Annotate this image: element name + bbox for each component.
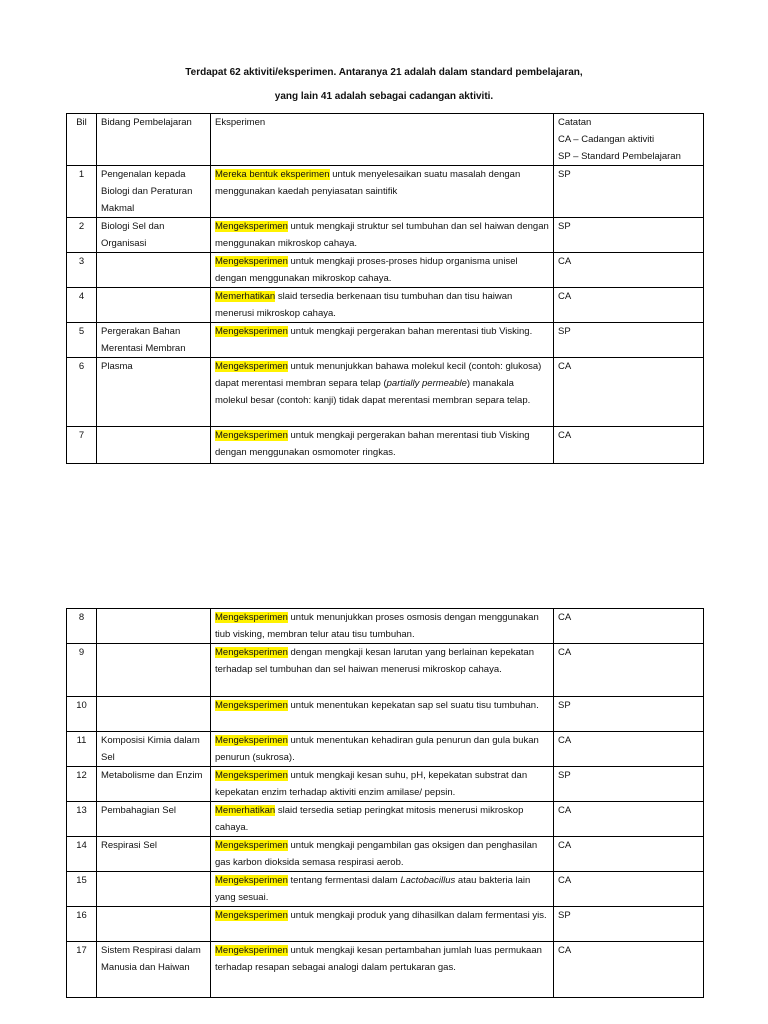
cell-bidang — [97, 644, 211, 697]
cell-bidang — [97, 253, 211, 288]
cell-bidang: Respirasi Sel — [97, 837, 211, 872]
cell-bil: 14 — [67, 837, 97, 872]
cell-eksperimen — [211, 732, 554, 767]
cell-bil: 8 — [67, 609, 97, 644]
cell-catatan: CA — [554, 253, 704, 288]
cell-catatan: CA — [554, 802, 704, 837]
eksperimen-text: untuk menentukan kepekatan sap sel suatu tisu tumbuhan. — [287, 700, 539, 711]
eksperimen-text: untuk menunjukkan proses osmosis dengan menggunakan tiub visking, membran telur atau tisu tumbuhan. — [215, 612, 539, 640]
table-row — [67, 907, 704, 942]
eksperimen-text: untuk mengkaji pergerakan bahan merentasi tiub Visking. — [287, 326, 533, 337]
cell-eksperimen — [211, 218, 554, 253]
italic-term: Lactobacillus — [400, 875, 456, 886]
cell-bil: 6 — [67, 358, 97, 427]
header-eksperimen: Eksperimen — [211, 114, 554, 166]
cell-catatan: CA — [554, 358, 704, 427]
eksperimen-text: slaid tersedia setiap peringkat mitosis menerusi mikroskop cahaya. — [215, 805, 524, 833]
eksperimen-text-cont: atau bakteria lain yang sesuai. — [215, 875, 531, 903]
eksperimen-text: untuk mengkaji pengambilan gas oksigen dan penghasilan gas karbon dioksida semasa respirasi aerob. — [215, 840, 538, 868]
cell-bil: 9 — [67, 644, 97, 697]
cell-eksperimen — [211, 697, 554, 732]
highlighted-verb: Mengeksperimen — [215, 875, 288, 886]
eksperimen-text: untuk mengkaji proses-proses hidup organisma unisel dengan menggunakan mikroskop cahaya. — [215, 256, 518, 284]
cell-eksperimen — [211, 609, 554, 644]
cell-bil: 7 — [67, 427, 97, 464]
header-catatan-title: Catatan — [558, 117, 592, 128]
cell-eksperimen — [211, 907, 554, 942]
cell-bidang — [97, 427, 211, 464]
highlighted-verb: Mengeksperimen — [215, 256, 288, 267]
header-catatan — [554, 114, 704, 166]
cell-bidang — [97, 697, 211, 732]
highlighted-verb: Mereka bentuk eksperimen — [215, 169, 330, 180]
highlighted-verb: Mengeksperimen — [215, 945, 288, 956]
cell-catatan: CA — [554, 942, 704, 998]
eksperimen-text: untuk menyelesaikan suatu masalah dengan menggunakan kaedah penyiasatan saintifik — [215, 169, 521, 197]
cell-bil: 17 — [67, 942, 97, 998]
cell-bil: 5 — [67, 323, 97, 358]
cell-bidang: Sistem Respirasi dalam Manusia dan Haiwan — [97, 942, 211, 998]
cell-bidang: Plasma — [97, 358, 211, 427]
cell-bil: 10 — [67, 697, 97, 732]
highlighted-verb: Mengeksperimen — [215, 840, 288, 851]
cell-bidang — [97, 288, 211, 323]
cell-catatan: SP — [554, 697, 704, 732]
cell-catatan: CA — [554, 732, 704, 767]
cell-catatan: SP — [554, 166, 704, 218]
cell-catatan: CA — [554, 427, 704, 464]
eksperimen-text: untuk mengkaji kesan suhu, pH, kepekatan substrat dan kepekatan enzim terhadap aktiviti enzim amilase/ pepsin. — [215, 770, 528, 798]
header-catatan-sp: SP – Standard Pembelajaran — [558, 151, 681, 162]
cell-bidang — [97, 872, 211, 907]
eksperimen-text: slaid tersedia berkenaan tisu tumbuhan dan tisu haiwan menerusi mikroskop cahaya. — [215, 291, 513, 319]
highlighted-verb: Mengeksperimen — [215, 326, 288, 337]
page-title-line-2: yang lain 41 adalah sebagai cadangan aktiviti. — [274, 91, 494, 102]
cell-catatan: CA — [554, 837, 704, 872]
table-row — [67, 609, 704, 644]
cell-bidang — [97, 609, 211, 644]
highlighted-verb: Memerhatikan — [215, 805, 276, 816]
eksperimen-text: untuk menentukan kehadiran gula penurun dan gula bukan penurun (sukrosa). — [215, 735, 539, 763]
cell-bil: 16 — [67, 907, 97, 942]
cell-eksperimen — [211, 872, 554, 907]
table-row — [67, 323, 704, 358]
table-row — [67, 644, 704, 697]
activity-table-1 — [66, 113, 704, 464]
cell-bil: 3 — [67, 253, 97, 288]
cell-bidang — [97, 907, 211, 942]
cell-eksperimen — [211, 253, 554, 288]
cell-catatan: CA — [554, 872, 704, 907]
highlighted-verb: Mengeksperimen — [215, 647, 288, 658]
cell-catatan: CA — [554, 644, 704, 697]
header-bil: Bil — [67, 114, 97, 166]
cell-bil: 12 — [67, 767, 97, 802]
eksperimen-text: untuk mengkaji kesan pertambahan jumlah luas permukaan terhadap resapan sebagai analogi dalam pertukaran gas. — [215, 945, 542, 973]
header-bidang: Bidang Pembelajaran — [97, 114, 211, 166]
highlighted-verb: Mengeksperimen — [215, 430, 288, 441]
eksperimen-text: dengan mengkaji kesan larutan yang berlainan kepekatan terhadap sel tumbuhan dan sel haiwan menerusi mikroskop cahaya. — [215, 647, 534, 675]
activity-table-2 — [66, 608, 704, 998]
cell-bidang: Biologi Sel dan Organisasi — [97, 218, 211, 253]
highlighted-verb: Mengeksperimen — [215, 770, 288, 781]
cell-eksperimen — [211, 942, 554, 998]
table-row — [67, 767, 704, 802]
cell-bil: 11 — [67, 732, 97, 767]
cell-eksperimen — [211, 288, 554, 323]
eksperimen-text: tentang fermentasi dalam — [287, 875, 401, 886]
cell-catatan: CA — [554, 288, 704, 323]
eksperimen-text: untuk mengkaji struktur sel tumbuhan dan sel haiwan dengan menggunakan mikroskop cahaya. — [215, 221, 549, 249]
table-row — [67, 942, 704, 998]
table-row — [67, 697, 704, 732]
cell-eksperimen — [211, 767, 554, 802]
cell-bidang: Pergerakan Bahan Merentasi Membran — [97, 323, 211, 358]
highlighted-verb: Mengeksperimen — [215, 612, 288, 623]
eksperimen-text: untuk mengkaji pergerakan bahan merentasi tiub Visking dengan menggunakan osmomoter ringkas. — [215, 430, 530, 458]
highlighted-verb: Mengeksperimen — [215, 735, 288, 746]
cell-catatan: SP — [554, 767, 704, 802]
highlighted-verb: Memerhatikan — [215, 291, 276, 302]
table-row — [67, 253, 704, 288]
cell-eksperimen — [211, 644, 554, 697]
table-row — [67, 218, 704, 253]
table-header-row — [67, 114, 704, 166]
highlighted-verb: Mengeksperimen — [215, 361, 288, 372]
cell-bidang: Metabolisme dan Enzim — [97, 767, 211, 802]
eksperimen-text: untuk menunjukkan bahawa molekul kecil (contoh: glukosa) dapat merentasi membran separa telap ( — [215, 361, 542, 389]
italic-term: partially permeable — [386, 378, 467, 389]
table-row — [67, 802, 704, 837]
cell-eksperimen — [211, 802, 554, 837]
cell-catatan: SP — [554, 218, 704, 253]
cell-eksperimen — [211, 358, 554, 427]
cell-eksperimen — [211, 166, 554, 218]
cell-catatan: SP — [554, 323, 704, 358]
highlighted-verb: Mengeksperimen — [215, 700, 288, 711]
cell-bil: 2 — [67, 218, 97, 253]
eksperimen-text-cont: ) manakala molekul besar (contoh: kanji) tidak dapat merentasi membran separa telap. — [215, 378, 531, 406]
table-row — [67, 837, 704, 872]
cell-bil: 4 — [67, 288, 97, 323]
cell-catatan: CA — [554, 609, 704, 644]
highlighted-verb: Mengeksperimen — [215, 221, 288, 232]
table-row — [67, 732, 704, 767]
highlighted-verb: Mengeksperimen — [215, 910, 288, 921]
cell-eksperimen — [211, 323, 554, 358]
table-row — [67, 166, 704, 218]
table-row — [67, 358, 704, 427]
cell-bil: 1 — [67, 166, 97, 218]
cell-bidang: Pengenalan kepada Biologi dan Peraturan Makmal — [97, 166, 211, 218]
cell-eksperimen — [211, 427, 554, 464]
page-title-line-1: Terdapat 62 aktiviti/eksperimen. Antaranya 21 adalah dalam standard pembelajaran, — [185, 67, 583, 78]
cell-bil: 15 — [67, 872, 97, 907]
cell-bidang: Pembahagian Sel — [97, 802, 211, 837]
cell-bil: 13 — [67, 802, 97, 837]
cell-catatan: SP — [554, 907, 704, 942]
table-row — [67, 427, 704, 464]
table-row — [67, 288, 704, 323]
eksperimen-text: untuk mengkaji produk yang dihasilkan dalam fermentasi yis. — [287, 910, 547, 921]
cell-eksperimen — [211, 837, 554, 872]
header-catatan-ca: CA – Cadangan aktiviti — [558, 134, 655, 145]
cell-bidang: Komposisi Kimia dalam Sel — [97, 732, 211, 767]
table-row — [67, 872, 704, 907]
